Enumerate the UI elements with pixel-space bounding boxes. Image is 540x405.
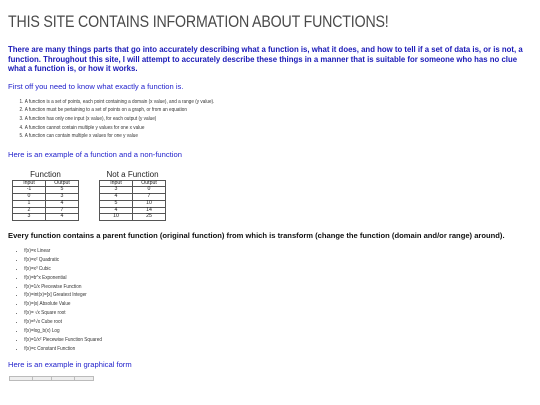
list-item: • f(x)=int(x)=[x] Greatest Integer — [24, 291, 479, 300]
list-item: • f(x)=x Linear — [24, 247, 479, 256]
table-cell: 4 — [46, 200, 79, 207]
table-cell: 3 — [100, 187, 133, 194]
table-row — [13, 187, 79, 194]
function-table-wrap — [12, 170, 79, 221]
table-row — [13, 200, 79, 207]
table-cell: 7 — [46, 207, 79, 214]
nonfunction-table-wrap — [99, 170, 166, 221]
example-tables — [12, 170, 532, 221]
table-cell: -1 — [13, 187, 46, 194]
table-row — [13, 194, 79, 201]
table-row — [100, 214, 166, 221]
graph-heading: Here is an example in graphical form — [8, 359, 132, 369]
table-cell: 7 — [133, 194, 166, 201]
function-table — [12, 180, 79, 221]
table-cell: 0 — [133, 187, 166, 194]
definition-heading: First off you need to know what exactly a function is. — [8, 81, 184, 91]
list-item: • f(x)=b^x Exponential — [24, 274, 479, 283]
definition-item: 3. A function has only one input (x value), for each output (y value) — [25, 115, 469, 124]
table-row — [13, 207, 79, 214]
table-header: Input — [100, 180, 133, 187]
nonfunction-table — [99, 180, 166, 221]
table-cell: 5 — [46, 187, 79, 194]
table-header: Input — [13, 180, 46, 187]
definition-item: 4. A function cannot contain multiple y values for one x value — [25, 124, 469, 133]
site-title: THIS SITE CONTAINS INFORMATION ABOUT FUNCTIONS! — [8, 13, 389, 31]
definition-item: 1. A function is a set of points, each point containing a domain (x value), and a range (y value). — [25, 98, 469, 107]
definition-list — [8, 98, 469, 141]
graph-example-table — [9, 376, 532, 381]
table-cell: 3 — [13, 214, 46, 221]
table-row — [100, 207, 166, 214]
list-item: • f(x)=log_b(x) Log — [24, 327, 479, 336]
list-item: • f(x)=c Constant Function — [24, 345, 479, 354]
table-cell: 4 — [46, 214, 79, 221]
graph-table-cell — [74, 376, 94, 381]
table-header: Output — [46, 180, 79, 187]
table-cell: 0 — [13, 194, 46, 201]
table-cell: 14 — [133, 207, 166, 214]
table-cell: 1 — [13, 200, 46, 207]
table-row — [13, 214, 79, 221]
example-heading: Here is an example of a function and a non-function — [8, 149, 182, 159]
parent-function-list — [8, 247, 480, 354]
list-item: • f(x)=x² Quadratic — [24, 256, 479, 265]
list-item: • f(x)=³√x Cube root — [24, 318, 479, 327]
list-item: • f(x)= √x Square root — [24, 309, 479, 318]
table-cell: 10 — [100, 214, 133, 221]
table-row — [100, 194, 166, 201]
table-cell: 5 — [100, 200, 133, 207]
list-item: • f(x)=x³ Cubic — [24, 265, 479, 274]
list-item: • f(x)=|x| Absolute Value — [24, 300, 479, 309]
graph-table-cell — [51, 376, 74, 381]
table-cell: 25 — [133, 214, 166, 221]
table-header-row — [13, 180, 79, 187]
table-header: Output — [133, 180, 166, 187]
table-cell: 10 — [133, 200, 166, 207]
list-item: • f(x)=1/x² Piecewise Function Squared — [24, 336, 479, 345]
definition-item: 2. A function must be pertaining to a set of points on a graph, or from an equation — [25, 106, 469, 115]
intro-paragraph: There are many things parts that go into accurately describing what a function is, what it does, and how to tell if a set of data is, or is not, a function. Throughout this site, I will attempt to accurately describe these things in a manner that is suitable for someone who has no clue what a function is, or how it works. — [8, 45, 523, 74]
table-row — [100, 187, 166, 194]
function-table-caption: Function — [30, 169, 61, 179]
nonfunction-table-caption: Not a Function — [106, 169, 159, 179]
graph-table-cell — [32, 376, 51, 381]
table-cell: 4 — [100, 194, 133, 201]
graph-table-cell — [9, 376, 32, 381]
list-item: • f(x)=1/x Piecewise Function — [24, 283, 479, 292]
definition-item: 5. A function can contain multiple x values for one y value — [25, 132, 469, 141]
table-cell: 4 — [100, 207, 133, 214]
table-cell: 3 — [46, 194, 79, 201]
table-row — [100, 200, 166, 207]
table-header-row — [100, 180, 166, 187]
parent-function-heading: Every function contains a parent function (original function) from which is transform (change the function (domain and/or range) around). — [8, 230, 505, 240]
table-cell: 2 — [13, 207, 46, 214]
